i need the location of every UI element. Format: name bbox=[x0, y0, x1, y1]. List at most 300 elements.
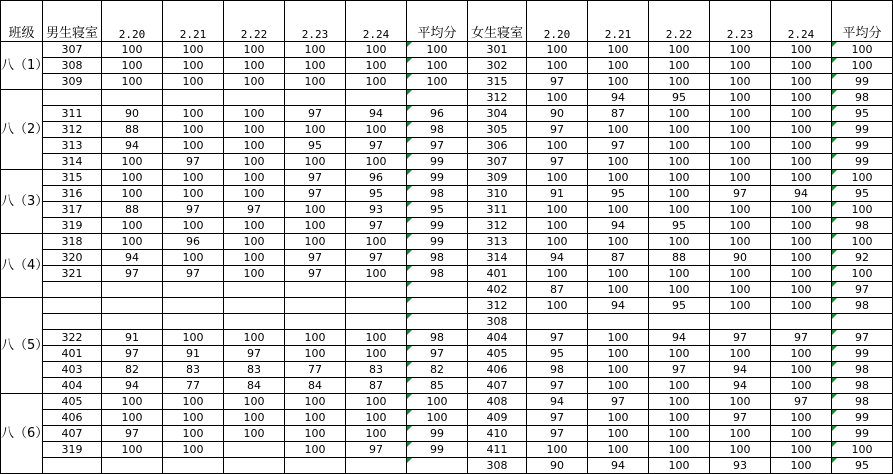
table-row bbox=[1, 410, 893, 426]
score-cell: 94 bbox=[588, 90, 649, 106]
score-cell: 83 bbox=[346, 362, 407, 378]
score-cell: 77 bbox=[285, 362, 346, 378]
score-cell: 100 bbox=[649, 74, 710, 90]
score-cell: 91 bbox=[102, 330, 163, 346]
score-cell: 100 bbox=[346, 74, 407, 90]
score-cell: 94 bbox=[771, 186, 832, 202]
score-cell: 100 bbox=[527, 202, 588, 218]
boys-room-cell: 321 bbox=[43, 266, 102, 282]
header-date: 2.21 bbox=[588, 1, 649, 42]
class-cell: 八（4） bbox=[1, 234, 43, 298]
score-cell: 87 bbox=[527, 282, 588, 298]
score-cell: 90 bbox=[710, 250, 771, 266]
score-cell: 97 bbox=[163, 154, 224, 170]
boys-room-cell: 404 bbox=[43, 378, 102, 394]
boys-room-cell bbox=[43, 298, 102, 314]
score-cell: 100 bbox=[710, 218, 771, 234]
table-row bbox=[1, 106, 893, 122]
score-cell: 97 bbox=[285, 106, 346, 122]
boys-room-cell bbox=[43, 90, 102, 106]
avg-cell: 95 bbox=[832, 458, 893, 474]
girls-room-cell: 309 bbox=[468, 170, 527, 186]
girls-room-cell: 401 bbox=[468, 266, 527, 282]
score-cell: 100 bbox=[588, 362, 649, 378]
score-cell: 97 bbox=[710, 186, 771, 202]
score-cell: 97 bbox=[771, 330, 832, 346]
score-cell: 97 bbox=[588, 394, 649, 410]
avg-cell: 99 bbox=[407, 154, 468, 170]
avg-cell: 99 bbox=[407, 170, 468, 186]
score-cell: 98 bbox=[527, 362, 588, 378]
score-cell: 77 bbox=[163, 378, 224, 394]
girls-room-cell: 307 bbox=[468, 154, 527, 170]
class-cell: 八（6） bbox=[1, 394, 43, 474]
score-cell: 100 bbox=[102, 218, 163, 234]
score-cell: 100 bbox=[649, 426, 710, 442]
avg-cell: 98 bbox=[832, 378, 893, 394]
score-cell: 100 bbox=[527, 90, 588, 106]
boys-room-cell: 307 bbox=[43, 42, 102, 58]
avg-cell: 100 bbox=[832, 442, 893, 458]
score-cell: 100 bbox=[588, 442, 649, 458]
score-cell: 100 bbox=[527, 170, 588, 186]
score-cell: 100 bbox=[102, 442, 163, 458]
score-cell bbox=[163, 282, 224, 298]
girls-room-cell: 306 bbox=[468, 138, 527, 154]
avg-cell: 100 bbox=[407, 394, 468, 410]
score-cell: 100 bbox=[346, 42, 407, 58]
avg-cell: 99 bbox=[832, 346, 893, 362]
header-date: 2.23 bbox=[710, 1, 771, 42]
score-cell bbox=[163, 90, 224, 106]
score-cell: 97 bbox=[710, 330, 771, 346]
table-row bbox=[1, 170, 893, 186]
avg-cell bbox=[407, 458, 468, 474]
score-cell bbox=[285, 458, 346, 474]
score-cell: 97 bbox=[771, 394, 832, 410]
score-cell: 97 bbox=[102, 346, 163, 362]
score-cell: 100 bbox=[771, 90, 832, 106]
score-cell: 100 bbox=[710, 394, 771, 410]
score-cell: 100 bbox=[163, 426, 224, 442]
class-cell: 八（5） bbox=[1, 298, 43, 394]
score-cell: 100 bbox=[163, 122, 224, 138]
score-cell bbox=[285, 90, 346, 106]
score-cell: 95 bbox=[527, 346, 588, 362]
score-cell: 100 bbox=[346, 346, 407, 362]
score-cell: 100 bbox=[224, 74, 285, 90]
table-row bbox=[1, 362, 893, 378]
score-cell bbox=[224, 442, 285, 458]
score-cell: 100 bbox=[224, 426, 285, 442]
score-cell bbox=[527, 314, 588, 330]
score-cell: 100 bbox=[346, 410, 407, 426]
boys-room-cell: 314 bbox=[43, 154, 102, 170]
score-cell: 100 bbox=[346, 394, 407, 410]
avg-cell: 98 bbox=[407, 250, 468, 266]
score-cell: 100 bbox=[285, 410, 346, 426]
boys-room-cell: 405 bbox=[43, 394, 102, 410]
score-cell: 100 bbox=[224, 122, 285, 138]
score-cell: 97 bbox=[163, 266, 224, 282]
score-cell bbox=[102, 458, 163, 474]
score-cell bbox=[102, 90, 163, 106]
score-cell: 100 bbox=[527, 442, 588, 458]
avg-cell: 100 bbox=[407, 410, 468, 426]
avg-cell: 100 bbox=[832, 42, 893, 58]
table-row bbox=[1, 234, 893, 250]
boys-room-cell: 403 bbox=[43, 362, 102, 378]
boys-room-cell: 313 bbox=[43, 138, 102, 154]
header-girls-room: 女生寝室 bbox=[468, 1, 527, 42]
score-cell: 100 bbox=[102, 170, 163, 186]
score-cell: 82 bbox=[102, 362, 163, 378]
score-cell: 100 bbox=[527, 58, 588, 74]
score-cell: 83 bbox=[224, 362, 285, 378]
score-cell bbox=[346, 90, 407, 106]
table-row bbox=[1, 42, 893, 58]
score-cell: 100 bbox=[649, 346, 710, 362]
girls-room-cell: 404 bbox=[468, 330, 527, 346]
girls-room-cell: 312 bbox=[468, 218, 527, 234]
score-cell: 100 bbox=[710, 442, 771, 458]
score-cell: 94 bbox=[102, 250, 163, 266]
score-cell: 100 bbox=[649, 106, 710, 122]
girls-room-cell: 409 bbox=[468, 410, 527, 426]
score-cell: 100 bbox=[771, 362, 832, 378]
girls-room-cell: 301 bbox=[468, 42, 527, 58]
avg-cell: 99 bbox=[832, 410, 893, 426]
score-cell: 100 bbox=[588, 42, 649, 58]
score-cell: 100 bbox=[710, 346, 771, 362]
avg-cell: 99 bbox=[832, 426, 893, 442]
girls-room-cell: 312 bbox=[468, 298, 527, 314]
table-row bbox=[1, 282, 893, 298]
score-cell: 100 bbox=[285, 426, 346, 442]
score-cell: 100 bbox=[102, 42, 163, 58]
score-cell: 100 bbox=[163, 410, 224, 426]
table-row bbox=[1, 458, 893, 474]
girls-room-cell: 411 bbox=[468, 442, 527, 458]
score-cell: 90 bbox=[102, 106, 163, 122]
score-cell: 100 bbox=[710, 122, 771, 138]
score-cell: 100 bbox=[588, 170, 649, 186]
score-cell: 94 bbox=[588, 458, 649, 474]
score-cell: 100 bbox=[346, 266, 407, 282]
girls-room-cell: 405 bbox=[468, 346, 527, 362]
score-cell: 100 bbox=[710, 234, 771, 250]
boys-room-cell: 311 bbox=[43, 106, 102, 122]
header-class: 班级 bbox=[1, 1, 43, 42]
avg-cell: 100 bbox=[407, 58, 468, 74]
score-cell: 100 bbox=[649, 410, 710, 426]
girls-room-cell: 402 bbox=[468, 282, 527, 298]
score-cell bbox=[224, 90, 285, 106]
score-cell: 97 bbox=[588, 138, 649, 154]
score-cell: 100 bbox=[710, 298, 771, 314]
score-cell bbox=[285, 314, 346, 330]
avg-cell: 97 bbox=[832, 282, 893, 298]
score-cell: 97 bbox=[527, 426, 588, 442]
score-cell: 100 bbox=[588, 378, 649, 394]
score-cell: 94 bbox=[102, 378, 163, 394]
score-cell: 100 bbox=[285, 74, 346, 90]
score-cell: 97 bbox=[527, 378, 588, 394]
score-cell: 91 bbox=[527, 186, 588, 202]
score-cell: 100 bbox=[224, 106, 285, 122]
score-cell bbox=[285, 298, 346, 314]
score-cell: 94 bbox=[710, 362, 771, 378]
avg-cell: 100 bbox=[832, 170, 893, 186]
girls-room-cell: 311 bbox=[468, 202, 527, 218]
girls-room-cell: 314 bbox=[468, 250, 527, 266]
score-cell: 100 bbox=[710, 202, 771, 218]
table-row bbox=[1, 90, 893, 106]
score-cell: 100 bbox=[224, 170, 285, 186]
score-cell: 100 bbox=[771, 234, 832, 250]
score-cell: 100 bbox=[649, 234, 710, 250]
score-cell: 100 bbox=[771, 426, 832, 442]
score-cell: 100 bbox=[710, 282, 771, 298]
score-cell bbox=[346, 298, 407, 314]
score-cell: 100 bbox=[102, 74, 163, 90]
score-cell: 100 bbox=[771, 218, 832, 234]
score-cell: 95 bbox=[649, 218, 710, 234]
header-date: 2.20 bbox=[527, 1, 588, 42]
boys-room-cell: 316 bbox=[43, 186, 102, 202]
score-cell: 100 bbox=[346, 154, 407, 170]
score-cell: 100 bbox=[102, 410, 163, 426]
score-cell: 100 bbox=[163, 330, 224, 346]
score-cell: 97 bbox=[527, 410, 588, 426]
score-cell: 100 bbox=[588, 282, 649, 298]
score-cell: 94 bbox=[588, 218, 649, 234]
score-cell: 97 bbox=[527, 330, 588, 346]
score-cell: 97 bbox=[649, 362, 710, 378]
score-cell: 95 bbox=[285, 138, 346, 154]
boys-room-cell: 312 bbox=[43, 122, 102, 138]
table-row bbox=[1, 298, 893, 314]
boys-room-cell bbox=[43, 314, 102, 330]
score-cell: 100 bbox=[285, 154, 346, 170]
score-cell: 100 bbox=[224, 394, 285, 410]
avg-cell: 98 bbox=[832, 298, 893, 314]
score-cell: 100 bbox=[527, 298, 588, 314]
score-cell: 97 bbox=[710, 410, 771, 426]
score-cell: 100 bbox=[588, 234, 649, 250]
score-cell: 100 bbox=[346, 58, 407, 74]
avg-cell: 98 bbox=[407, 266, 468, 282]
score-cell: 100 bbox=[224, 410, 285, 426]
score-cell: 94 bbox=[102, 138, 163, 154]
score-cell: 97 bbox=[224, 202, 285, 218]
score-cell: 100 bbox=[588, 202, 649, 218]
table-row bbox=[1, 154, 893, 170]
score-cell: 100 bbox=[527, 138, 588, 154]
avg-cell: 99 bbox=[832, 138, 893, 154]
score-cell: 100 bbox=[588, 346, 649, 362]
score-cell bbox=[588, 314, 649, 330]
score-cell: 100 bbox=[710, 58, 771, 74]
score-cell: 84 bbox=[224, 378, 285, 394]
score-cell: 100 bbox=[710, 74, 771, 90]
score-cell: 100 bbox=[102, 154, 163, 170]
score-cell: 97 bbox=[527, 154, 588, 170]
avg-cell: 100 bbox=[407, 42, 468, 58]
girls-room-cell: 410 bbox=[468, 426, 527, 442]
table-row bbox=[1, 442, 893, 458]
avg-cell: 97 bbox=[407, 138, 468, 154]
avg-cell bbox=[407, 282, 468, 298]
header-row bbox=[1, 1, 893, 42]
score-cell: 100 bbox=[102, 234, 163, 250]
score-cell: 100 bbox=[163, 42, 224, 58]
header-date: 2.22 bbox=[649, 1, 710, 42]
score-cell: 88 bbox=[649, 250, 710, 266]
score-cell: 97 bbox=[102, 266, 163, 282]
score-cell: 100 bbox=[771, 346, 832, 362]
score-cell: 100 bbox=[285, 346, 346, 362]
score-cell: 100 bbox=[710, 154, 771, 170]
boys-room-cell: 308 bbox=[43, 58, 102, 74]
score-cell bbox=[224, 458, 285, 474]
score-cell bbox=[224, 282, 285, 298]
avg-cell: 95 bbox=[832, 106, 893, 122]
score-cell bbox=[102, 282, 163, 298]
avg-cell: 98 bbox=[832, 90, 893, 106]
avg-cell: 97 bbox=[407, 346, 468, 362]
girls-room-cell: 310 bbox=[468, 186, 527, 202]
score-cell bbox=[710, 314, 771, 330]
score-cell: 100 bbox=[102, 58, 163, 74]
table-row bbox=[1, 138, 893, 154]
boys-room-cell: 319 bbox=[43, 442, 102, 458]
score-cell: 100 bbox=[771, 458, 832, 474]
score-cell: 100 bbox=[771, 410, 832, 426]
score-cell bbox=[163, 458, 224, 474]
class-cell: 八（3） bbox=[1, 170, 43, 234]
score-cell: 100 bbox=[588, 410, 649, 426]
avg-cell: 92 bbox=[832, 250, 893, 266]
score-cell: 100 bbox=[346, 426, 407, 442]
score-cell: 100 bbox=[771, 170, 832, 186]
header-date: 2.23 bbox=[285, 1, 346, 42]
avg-cell: 100 bbox=[407, 74, 468, 90]
table-row bbox=[1, 74, 893, 90]
score-cell: 100 bbox=[285, 218, 346, 234]
score-cell: 93 bbox=[346, 202, 407, 218]
score-cell: 100 bbox=[163, 58, 224, 74]
girls-room-cell: 305 bbox=[468, 122, 527, 138]
avg-cell: 99 bbox=[832, 154, 893, 170]
score-cell: 100 bbox=[163, 106, 224, 122]
avg-cell: 98 bbox=[407, 330, 468, 346]
score-cell: 100 bbox=[285, 442, 346, 458]
score-cell: 100 bbox=[588, 266, 649, 282]
table-row bbox=[1, 186, 893, 202]
score-cell: 100 bbox=[527, 234, 588, 250]
boys-room-cell bbox=[43, 458, 102, 474]
table-body bbox=[1, 42, 893, 474]
score-cell: 100 bbox=[346, 234, 407, 250]
score-cell: 100 bbox=[224, 58, 285, 74]
score-cell: 100 bbox=[163, 394, 224, 410]
boys-room-cell: 407 bbox=[43, 426, 102, 442]
score-cell bbox=[649, 314, 710, 330]
table-row bbox=[1, 122, 893, 138]
avg-cell: 99 bbox=[407, 234, 468, 250]
score-cell: 100 bbox=[771, 378, 832, 394]
header-date: 2.24 bbox=[771, 1, 832, 42]
score-cell: 87 bbox=[588, 250, 649, 266]
avg-cell bbox=[407, 298, 468, 314]
score-cell bbox=[771, 314, 832, 330]
boys-room-cell: 318 bbox=[43, 234, 102, 250]
avg-cell: 82 bbox=[407, 362, 468, 378]
score-cell: 90 bbox=[527, 106, 588, 122]
table-row bbox=[1, 330, 893, 346]
score-cell: 100 bbox=[588, 74, 649, 90]
avg-cell: 100 bbox=[832, 58, 893, 74]
score-cell: 100 bbox=[346, 122, 407, 138]
score-cell: 97 bbox=[346, 218, 407, 234]
score-cell: 100 bbox=[588, 122, 649, 138]
score-cell: 100 bbox=[771, 138, 832, 154]
score-cell bbox=[346, 458, 407, 474]
score-cell: 100 bbox=[224, 138, 285, 154]
score-cell: 94 bbox=[588, 298, 649, 314]
girls-room-cell: 312 bbox=[468, 90, 527, 106]
avg-cell: 98 bbox=[832, 362, 893, 378]
score-cell: 88 bbox=[102, 202, 163, 218]
score-cell: 100 bbox=[649, 378, 710, 394]
score-cell: 100 bbox=[588, 426, 649, 442]
table-row bbox=[1, 378, 893, 394]
girls-room-cell: 304 bbox=[468, 106, 527, 122]
table-row bbox=[1, 58, 893, 74]
table-row bbox=[1, 314, 893, 330]
score-cell: 100 bbox=[102, 394, 163, 410]
avg-cell: 99 bbox=[407, 218, 468, 234]
score-cell: 100 bbox=[649, 154, 710, 170]
score-cell: 100 bbox=[346, 330, 407, 346]
avg-cell: 98 bbox=[407, 122, 468, 138]
score-cell: 93 bbox=[710, 458, 771, 474]
score-cell: 100 bbox=[771, 122, 832, 138]
table-row bbox=[1, 426, 893, 442]
score-cell bbox=[163, 298, 224, 314]
boys-room-cell: 315 bbox=[43, 170, 102, 186]
score-cell: 97 bbox=[527, 122, 588, 138]
score-cell: 100 bbox=[649, 394, 710, 410]
score-cell: 97 bbox=[163, 202, 224, 218]
score-cell: 100 bbox=[771, 298, 832, 314]
score-cell: 97 bbox=[224, 346, 285, 362]
score-cell: 100 bbox=[771, 74, 832, 90]
avg-cell bbox=[407, 314, 468, 330]
avg-cell: 100 bbox=[832, 266, 893, 282]
score-cell: 100 bbox=[163, 138, 224, 154]
score-cell: 100 bbox=[710, 170, 771, 186]
score-cell: 100 bbox=[649, 458, 710, 474]
score-cell: 100 bbox=[285, 394, 346, 410]
avg-cell bbox=[832, 314, 893, 330]
score-cell: 100 bbox=[163, 218, 224, 234]
score-cell: 94 bbox=[649, 330, 710, 346]
score-cell: 100 bbox=[649, 122, 710, 138]
girls-room-cell: 302 bbox=[468, 58, 527, 74]
girls-room-cell: 308 bbox=[468, 314, 527, 330]
